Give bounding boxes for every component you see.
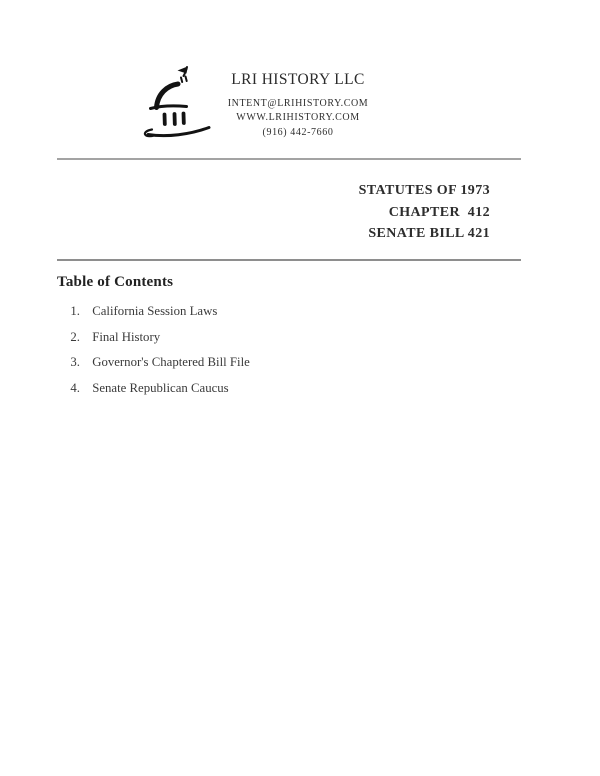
toc-item-number: 3. — [70, 355, 80, 369]
divider-top — [57, 158, 521, 160]
email-address: INTENT@LRIHISTORY.COM — [227, 98, 369, 109]
company-name: LRI HISTORY LLC — [231, 71, 365, 88]
toc-heading: Table of Contents — [57, 274, 174, 290]
toc-item-label: Governor's Chaptered Bill File — [92, 355, 250, 369]
chapter-line: CHAPTER 412 — [388, 204, 490, 220]
divider-bottom — [57, 259, 521, 261]
toc-item-label: California Session Laws — [92, 304, 218, 318]
toc-item — [68, 330, 250, 344]
toc-item — [68, 304, 250, 318]
toc-item-number: 4. — [70, 380, 80, 395]
toc-item — [68, 355, 250, 369]
toc-item — [68, 381, 250, 395]
toc-item-label: Final History — [92, 329, 161, 344]
toc-list — [68, 304, 250, 406]
letterhead — [223, 71, 373, 140]
toc-item-number: 1. — [70, 304, 80, 318]
website-url: WWW.LRIHISTORY.COM — [236, 112, 360, 124]
toc-item-label: Senate Republican Caucus — [92, 380, 229, 395]
phone-number: (916) 442-7660 — [262, 126, 334, 138]
statutes-line: STATUTES OF 1973 — [358, 183, 490, 198]
toc-item-number: 2. — [70, 329, 80, 344]
bill-reference-block — [359, 180, 490, 245]
senate-bill-line: SENATE BILL 421 — [368, 226, 490, 241]
capitol-dome-logo-icon — [142, 60, 212, 138]
